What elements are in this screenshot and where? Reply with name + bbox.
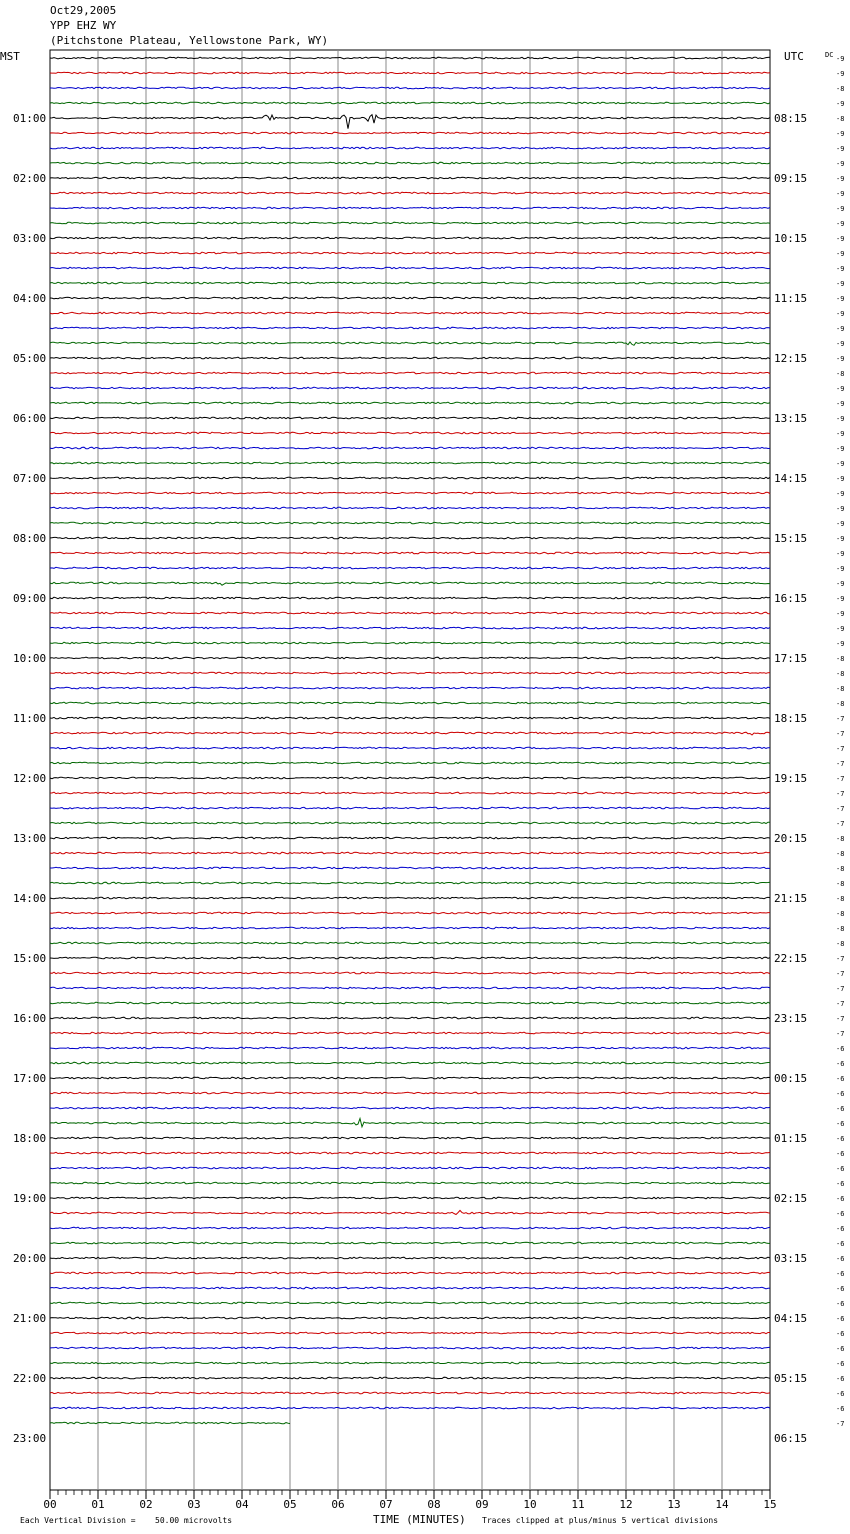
dc-offset-label: -8 [836,880,845,888]
dc-offset-label: -7 [836,1015,845,1023]
trace-line [50,522,770,524]
mst-hour-label: 07:00 [13,472,47,485]
dc-offset-label: -7 [836,730,845,738]
trace-line [50,717,770,719]
dc-offset-label: -6 [836,1045,845,1053]
x-tick-label: 11 [571,1498,585,1511]
dc-offset-label: -6 [836,1405,845,1413]
trace-line [50,432,770,434]
dc-offset-label: -6 [836,1075,845,1083]
dc-offset-label: -8 [836,115,845,123]
header-date: Oct29,2005 [50,4,117,17]
x-tick-label: 14 [715,1498,729,1511]
trace-line [50,942,770,944]
trace-line [50,1272,770,1274]
dc-offset-label: -9 [836,565,845,573]
trace-line [50,822,770,824]
trace-line [50,672,770,674]
mst-hour-label: 03:00 [13,232,47,245]
dc-offset-label: -9 [836,355,845,363]
mst-hour-label: 11:00 [13,712,47,725]
trace-line [50,87,770,89]
trace-line [50,477,770,479]
dc-offset-label: -9 [836,475,845,483]
trace-line [50,1302,770,1304]
dc-offset-label: -8 [836,910,845,918]
dc-offset-label: -9 [836,580,845,588]
dc-offset-label: -6 [836,1120,845,1128]
trace-line [50,1287,770,1289]
utc-hour-label: 17:15 [774,652,808,665]
trace-line [50,1422,290,1424]
dc-offset-label: -8 [836,700,845,708]
dc-offset-label: -9 [836,310,845,318]
trace-line [50,462,770,464]
dc-offset-label: -9 [836,100,845,108]
dc-offset-label: -6 [836,1225,845,1233]
trace-line [50,387,770,389]
time-axis-label: TIME (MINUTES) [373,1513,466,1526]
dc-offset-label: -6 [836,1090,845,1098]
dc-offset-label: -9 [836,70,845,78]
dc-offset-label: -8 [836,850,845,858]
utc-hour-label: 20:15 [774,832,808,845]
dc-offset-label: -7 [836,790,845,798]
dc-offset-label: -6 [836,1165,845,1173]
dc-offset-label: -6 [836,1210,845,1218]
trace-line [50,702,770,704]
dc-offset-label: -6 [836,1360,845,1368]
dc-offset-label: -6 [836,1240,845,1248]
mst-hour-label: 12:00 [13,772,47,785]
x-tick-label: 13 [667,1498,681,1511]
utc-hour-label: 00:15 [774,1072,808,1085]
trace-line [50,357,770,359]
x-tick-label: 09 [475,1498,489,1511]
utc-hour-label: 04:15 [774,1312,808,1325]
x-tick-label: 00 [43,1498,57,1511]
dc-offset-label: -9 [836,505,845,513]
dc-offset-label: -6 [836,1285,845,1293]
grid-layer [50,50,770,1499]
dc-offset-label: -9 [836,340,845,348]
trace-line [50,312,770,314]
label-layer [13,55,844,1511]
trace-line [50,372,770,374]
trace-line [50,1257,770,1259]
dc-offset-label: -6 [836,1300,845,1308]
trace-line [50,1119,770,1127]
trace-line [50,222,770,224]
trace-line [50,57,770,59]
header-location: (Pitchstone Plateau, Yellowstone Park, WY) [50,34,329,47]
trace-line [50,1377,770,1379]
utc-hour-label: 06:15 [774,1432,808,1445]
dc-offset-label: -6 [836,1375,845,1383]
mst-hour-label: 04:00 [13,292,47,305]
x-tick-label: 08 [427,1498,441,1511]
mst-hour-label: 15:00 [13,952,47,965]
trace-line [50,972,770,974]
trace-line [50,807,770,809]
trace-line [50,987,770,989]
trace-line [50,177,770,179]
trace-line [50,1152,770,1154]
dc-offset-label: -6 [836,1060,845,1068]
dc-offset-label: -6 [836,1255,845,1263]
dc-offset-label: -7 [836,1000,845,1008]
x-tick-label: 15 [763,1498,777,1511]
dc-offset-label: -9 [836,220,845,228]
trace-line [50,597,770,599]
dc-offset-label: -7 [836,715,845,723]
x-tick-label: 12 [619,1498,633,1511]
trace-line [50,747,770,749]
utc-hour-label: 11:15 [774,292,808,305]
utc-label: UTC [784,50,804,63]
dc-offset-label: -7 [836,805,845,813]
mst-hour-label: 17:00 [13,1072,47,1085]
trace-line [50,1227,770,1229]
trace-line [50,1062,770,1064]
mst-hour-label: 10:00 [13,652,47,665]
trace-line [50,777,770,779]
x-tick-label: 04 [235,1498,249,1511]
mst-hour-label: 22:00 [13,1372,47,1385]
trace-line [50,687,770,689]
trace-line [50,1182,770,1184]
trace-line [50,852,770,854]
dc-offset-label: -7 [836,760,845,768]
mst-hour-label: 09:00 [13,592,47,605]
dc-offset-label: -6 [836,1135,845,1143]
dc-offset-label: -7 [836,1420,845,1428]
utc-hour-label: 05:15 [774,1372,808,1385]
x-tick-label: 02 [139,1498,153,1511]
mst-hour-label: 21:00 [13,1312,47,1325]
trace-line [50,342,770,345]
dc-offset-label: -6 [836,1270,845,1278]
utc-hour-label: 12:15 [774,352,808,365]
mst-hour-label: 08:00 [13,532,47,545]
dc-offset-label: -7 [836,775,845,783]
dc-offset-label: -9 [836,520,845,528]
dc-offset-label: -6 [836,1330,845,1338]
trace-line [50,612,770,614]
mst-hour-label: 16:00 [13,1012,47,1025]
trace-line [50,1347,770,1349]
trace-line [50,912,770,914]
dc-offset-label: -6 [836,1105,845,1113]
dc-offset-label: -6 [836,1315,845,1323]
dc-offset-label: -9 [836,460,845,468]
trace-line [50,1047,770,1049]
trace-line [50,642,770,644]
dc-offset-label: -6 [836,1390,845,1398]
trace-line [50,1002,770,1004]
utc-hour-label: 13:15 [774,412,808,425]
dc-offset-label: -9 [836,490,845,498]
utc-hour-label: 02:15 [774,1192,808,1205]
utc-hour-label: 09:15 [774,172,808,185]
dc-offset-label: -9 [836,400,845,408]
trace-line [50,402,770,404]
dc-offset-label: -8 [836,85,845,93]
dc-offset-label: -7 [836,985,845,993]
dc-offset-label: -9 [836,430,845,438]
utc-hour-label: 10:15 [774,232,808,245]
dc-offset-label: -7 [836,820,845,828]
dc-offset-label: -6 [836,1195,845,1203]
trace-line [50,132,770,134]
utc-hour-label: 14:15 [774,472,808,485]
trace-line [50,657,770,659]
dc-offset-label: -9 [836,610,845,618]
trace-line [50,837,770,839]
mst-hour-label: 23:00 [13,1432,47,1445]
dc-offset-label: -8 [836,655,845,663]
mst-label: MST [0,50,20,63]
mst-hour-label: 13:00 [13,832,47,845]
dc-offset-label: -8 [836,895,845,903]
utc-hour-label: 21:15 [774,892,808,905]
trace-line [50,507,770,509]
dc-offset-label: -9 [836,595,845,603]
trace-line [50,927,770,929]
trace-line [50,1242,770,1244]
trace-line [50,957,770,959]
dc-offset-label: -9 [836,550,845,558]
trace-line [50,147,770,149]
trace-line [50,1332,770,1334]
x-tick-label: 03 [187,1498,201,1511]
header-station: YPP EHZ WY [50,19,117,32]
trace-line [50,162,770,164]
dc-offset-label: -9 [836,235,845,243]
microvolts-label: 50.00 microvolts [155,1516,233,1525]
mst-hour-label: 18:00 [13,1132,47,1145]
utc-hour-label: 18:15 [774,712,808,725]
trace-layer [50,57,770,1424]
dc-offset-label: -9 [836,625,845,633]
dc-offset-label: -9 [836,265,845,273]
trace-line [50,267,770,269]
trace-line [50,1210,770,1214]
dc-offset-label: -9 [836,640,845,648]
x-tick-label: 05 [283,1498,297,1511]
trace-line [50,237,770,239]
dc-offset-label: -8 [836,685,845,693]
dc-offset-label: -8 [836,670,845,678]
mst-hour-label: 20:00 [13,1252,47,1265]
trace-line [50,1362,770,1364]
trace-line [50,297,770,299]
utc-hour-label: 19:15 [774,772,808,785]
x-tick-label: 01 [91,1498,105,1511]
trace-line [50,492,770,494]
trace-line [50,552,770,554]
dc-label: DC [825,51,834,59]
trace-line [50,1092,770,1094]
utc-hour-label: 01:15 [774,1132,808,1145]
trace-line [50,327,770,329]
dc-offset-label: -9 [836,130,845,138]
trace-line [50,582,770,585]
dc-offset-label: -7 [836,1030,845,1038]
x-tick-label: 10 [523,1498,537,1511]
trace-line [50,1137,770,1139]
dc-offset-label: -9 [836,325,845,333]
dc-offset-label: -7 [836,970,845,978]
trace-line [50,115,770,129]
dc-offset-label: -9 [836,445,845,453]
trace-line [50,1392,770,1394]
dc-offset-label: -9 [836,385,845,393]
trace-line [50,537,770,539]
trace-line [50,72,770,74]
trace-line [50,1407,770,1409]
utc-hour-label: 16:15 [774,592,808,605]
mst-hour-label: 14:00 [13,892,47,905]
utc-hour-label: 22:15 [774,952,808,965]
plot-frame [50,50,770,1490]
dc-offset-label: -9 [836,145,845,153]
dc-offset-label: -9 [836,295,845,303]
mst-hour-label: 05:00 [13,352,47,365]
dc-offset-label: -6 [836,1150,845,1158]
utc-hour-label: 08:15 [774,112,808,125]
trace-line [50,1197,770,1199]
trace-line [50,252,770,254]
trace-line [50,102,770,104]
trace-line [50,627,770,629]
trace-line [50,1167,770,1169]
vertical-division-label: Each Vertical Division = [20,1516,136,1525]
mst-hour-label: 01:00 [13,112,47,125]
trace-line [50,192,770,194]
clip-note: Traces clipped at plus/minus 5 vertical divisions [482,1516,719,1525]
dc-offset-label: -8 [836,940,845,948]
trace-line [50,732,770,735]
x-tick-label: 06 [331,1498,345,1511]
trace-line [50,1017,770,1019]
dc-offset-label: -8 [836,925,845,933]
x-tick-label: 07 [379,1498,393,1511]
dc-offset-label: -9 [836,160,845,168]
utc-hour-label: 03:15 [774,1252,808,1265]
trace-line [50,1107,770,1109]
dc-offset-label: -6 [836,1345,845,1353]
trace-line [50,1317,770,1319]
dc-offset-label: -7 [836,745,845,753]
dc-offset-label: -8 [836,370,845,378]
dc-offset-label: -6 [836,1180,845,1188]
trace-line [50,567,770,569]
trace-line [50,447,770,449]
dc-offset-label: -9 [836,190,845,198]
dc-offset-label: -8 [836,865,845,873]
trace-line [50,882,770,884]
utc-hour-label: 15:15 [774,532,808,545]
trace-line [50,792,770,794]
dc-offset-label: -9 [836,55,845,63]
dc-offset-label: -9 [836,175,845,183]
trace-line [50,867,770,869]
dc-offset-label: -9 [836,250,845,258]
dc-offset-label: -9 [836,280,845,288]
dc-offset-label: -8 [836,835,845,843]
utc-hour-label: 23:15 [774,1012,808,1025]
trace-line [50,417,770,419]
dc-offset-label: -9 [836,205,845,213]
trace-line [50,897,770,899]
trace-line [50,762,770,764]
mst-hour-label: 06:00 [13,412,47,425]
trace-line [50,1032,770,1034]
dc-offset-label: -9 [836,535,845,543]
mst-hour-label: 02:00 [13,172,47,185]
trace-line [50,207,770,209]
mst-hour-label: 19:00 [13,1192,47,1205]
dc-offset-label: -9 [836,415,845,423]
trace-line [50,282,770,284]
trace-line [50,1077,770,1079]
dc-offset-label: -7 [836,955,845,963]
